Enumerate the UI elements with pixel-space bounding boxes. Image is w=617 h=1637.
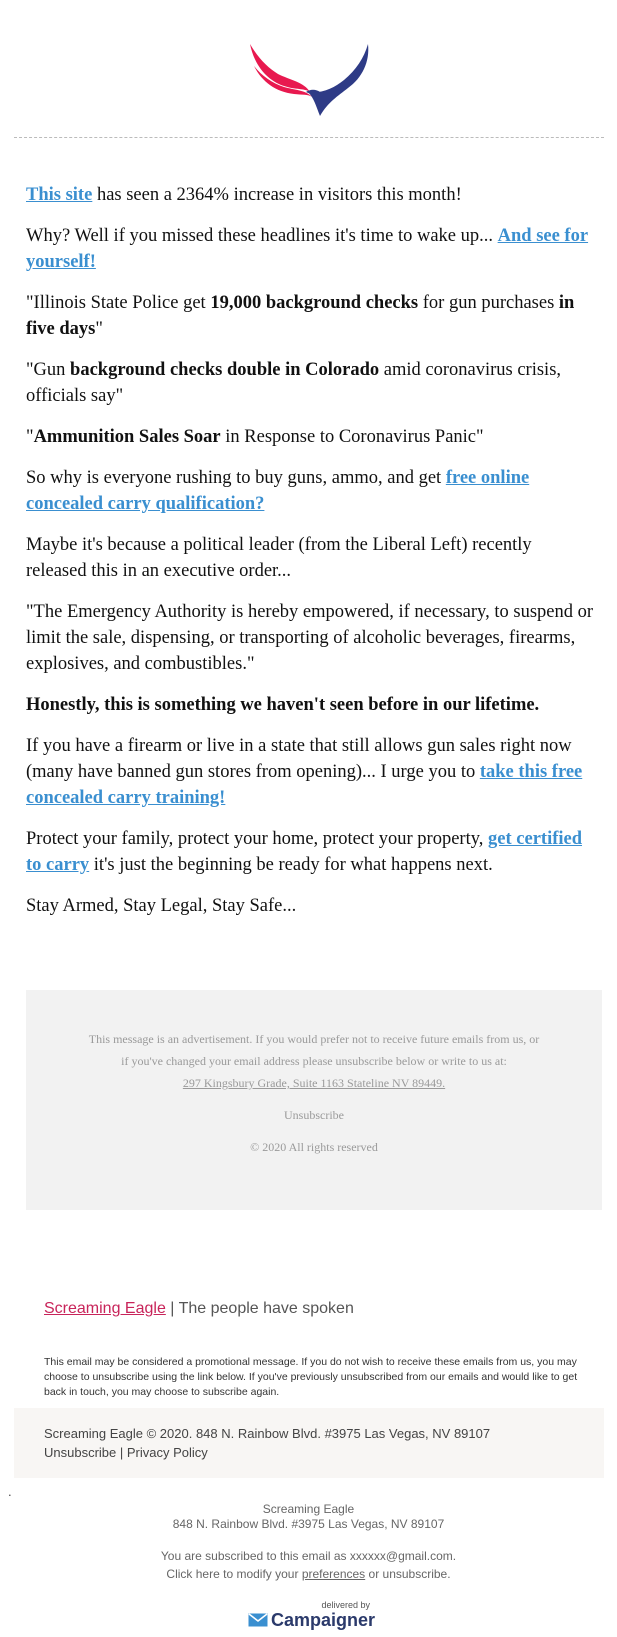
headline-bold: 19,000 background checks [210,293,419,313]
headline-text: amid coronavirus crisis, officials say" [26,360,562,406]
get-certified-link[interactable]: get certified to carry [26,829,583,875]
delivered-by-label: delivered by [321,1600,370,1610]
header-divider [14,137,604,138]
headline-text: in Response to Coronavirus Panic" [220,427,484,447]
footer-bar [14,1408,604,1478]
ad-unsubscribe-link[interactable]: Unsubscribe [284,1108,344,1122]
modify-text: Click here to modify your [166,1567,302,1581]
footer-copyright: Screaming Eagle © 2020. 848 N. Rainbow Blvd. #3975 Las Vegas, NV 89107 [44,1426,491,1441]
eagle-icon [248,42,372,120]
headline-text: for gun purchases [418,293,559,313]
intro-paragraph [26,182,596,208]
campaigner-brand: Campaigner [271,1610,376,1630]
subscription-notice: You are subscribed to this email as xxxxxx@gmail.com. [160,1549,457,1563]
modify-text-end: or unsubscribe. [365,1567,451,1581]
advertisement-notice-box [26,990,602,1210]
this-site-link[interactable]: This site [26,185,93,205]
mailing-address-link[interactable]: 297 Kingsbury Grade, Suite 1163 Stateline NV 89449. [182,1076,446,1090]
headline-text: " [95,319,103,339]
campaigner-badge[interactable] [248,1600,376,1630]
campaigner-sender-name: Screaming Eagle [262,1502,355,1516]
headline-text: " [26,427,34,447]
why-text: Why? Well if you missed these headlines it's time to wake up... [26,226,498,246]
headline-bold: Ammunition Sales Soar [33,427,221,447]
executive-order-quote: "The Emergency Authority is hereby empowered, if necessary, to suspend or limit the sale, dispensing, or transporting of alcoholic beverages, firearms, explosives, and combustibles." [26,602,594,674]
modify-preferences-line [0,1567,617,1581]
honestly-paragraph [26,692,596,718]
brand-line [44,1300,354,1318]
protect-paragraph [26,826,596,878]
ad-copyright: © 2020 All rights reserved [250,1140,378,1154]
footer-links [44,1445,208,1460]
protect-after-text: it's just the beginning be ready for what happens next. [89,855,493,875]
preferences-link[interactable]: preferences [301,1567,366,1581]
concealed-carry-qualification-link[interactable]: free online concealed carry qualification? [26,468,530,514]
protect-text: Protect your family, protect your home, protect your property, [26,829,489,849]
rush-text: So why is everyone rushing to buy guns, ammo, and get [26,468,446,488]
intro-text: has seen a 2364% increase in visitors this month! [92,185,462,205]
honestly-text: Honestly, this is something we haven't seen before in our lifetime. [26,695,540,715]
privacy-policy-link[interactable]: Privacy Policy [126,1445,208,1460]
signoff: Stay Armed, Stay Legal, Stay Safe... [26,896,297,916]
why-paragraph [26,223,596,275]
see-for-yourself-link[interactable]: And see for yourself! [26,226,589,272]
stray-dot: . [8,1484,12,1499]
campaigner-envelope-icon [248,1613,268,1627]
promotional-notice: This email may be considered a promotional message. If you do not wish to receive these emails from us, you may choose to unsubscribe using the link below. If you've previously unsubscribed from our emails and would like to get back in touch, you may choose to subscribe again. [44,1356,578,1398]
headline-text: "Gun [26,360,71,380]
maybe-paragraph: Maybe it's because a political leader (from the Liberal Left) recently released this in an executive order... [26,535,532,581]
concealed-carry-training-link[interactable]: take this free concealed carry training! [26,762,583,808]
footer-separator: | [116,1445,127,1460]
advertisement-message: This message is an advertisement. If you would prefer not to receive future emails from us, or if you've changed your email address please unsubscribe below or write to us at: [88,1032,540,1068]
headline-illinois [26,290,596,342]
rush-paragraph [26,465,596,517]
headline-text: "Illinois State Police get [26,293,211,313]
campaigner-sender-address: 848 N. Rainbow Blvd. #3975 Las Vegas, NV 89107 [172,1517,445,1531]
headline-bold: background checks double in Colorado [70,360,380,380]
screaming-eagle-link[interactable]: Screaming Eagle [44,1300,166,1317]
article-body [26,182,596,934]
footer-unsubscribe-link[interactable]: Unsubscribe [44,1445,117,1460]
headline-colorado [26,357,596,409]
firearm-text: If you have a firearm or live in a state that still allows gun sales right now (many have banned gun stores from opening)... I urge you to [26,736,572,782]
brand-tagline: | The people have spoken [165,1300,354,1317]
firearm-paragraph [26,733,596,811]
headline-ammunition [26,424,596,450]
headline-bold: in five days [26,293,575,339]
